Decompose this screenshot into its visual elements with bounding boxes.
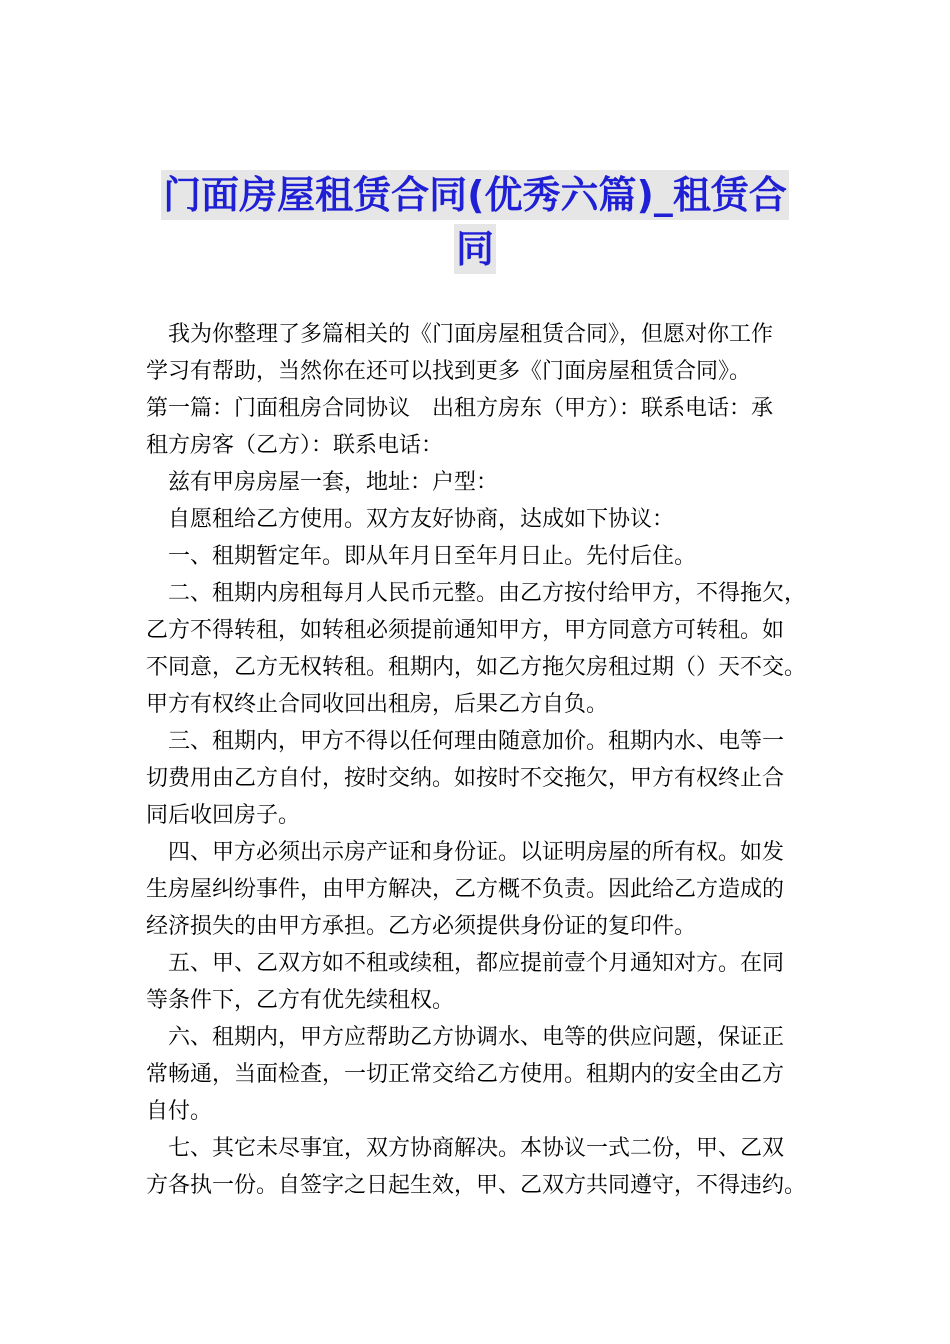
document-title bbox=[150, 170, 800, 278]
paragraph-line: 方各执一份。自签字之日起生效，甲、乙双方共同遵守，不得违约。 bbox=[146, 1173, 807, 1198]
paragraph-line: 生房屋纠纷事件，由甲方解决，乙方概不负责。因此给乙方造成的 bbox=[146, 877, 785, 902]
paragraph-line: 乙方不得转租，如转租必须提前通知甲方，甲方同意方可转租。如 bbox=[146, 618, 785, 643]
paragraph-line: 七、其它未尽事宜，双方协商解决。本协议一式二份，甲、乙双 bbox=[168, 1136, 785, 1161]
paragraph-line: 四、甲方必须出示房产证和身份证。以证明房屋的所有权。如发 bbox=[168, 840, 785, 865]
paragraph-line: 我为你整理了多篇相关的《门面房屋租赁合同》，但愿对你工作 bbox=[168, 322, 774, 347]
paragraph-line: 五、甲、乙双方如不租或续租，都应提前壹个月通知对方。在同 bbox=[168, 951, 785, 976]
title-line-1: 门面房屋租赁合同(优秀六篇)_租赁合 bbox=[161, 170, 789, 220]
paragraph-line: 自愿租给乙方使用。双方友好协商，达成如下协议： bbox=[168, 507, 675, 532]
paragraph-line: 六、租期内，甲方应帮助乙方协调水、电等的供应问题，保证正 bbox=[168, 1025, 785, 1050]
paragraph-line: 甲方有权终止合同收回出租房，后果乙方自负。 bbox=[146, 692, 609, 717]
paragraph-line: 租方房客（乙方）：联系电话： bbox=[146, 433, 444, 458]
paragraph-line: 等条件下，乙方有优先续租权。 bbox=[146, 988, 455, 1013]
title-line-2: 同 bbox=[454, 224, 496, 274]
paragraph-line: 自付。 bbox=[146, 1099, 213, 1124]
paragraph-line: 常畅通，当面检查，一切正常交给乙方使用。租期内的安全由乙方 bbox=[146, 1062, 785, 1087]
paragraph-line: 三、租期内，甲方不得以任何理由随意加价。租期内水、电等一 bbox=[168, 729, 785, 754]
paragraph-line: 学习有帮助，当然你在还可以找到更多《门面房屋租赁合同》。 bbox=[146, 359, 752, 384]
paragraph-line: 兹有甲房房屋一套，地址：户型： bbox=[168, 470, 499, 495]
paragraph-line: 切费用由乙方自付，按时交纳。如按时不交拖欠，甲方有权终止合 bbox=[146, 766, 785, 791]
paragraph-line: 一、租期暂定年。即从年月日至年月日止。先付后住。 bbox=[168, 544, 697, 569]
paragraph-line: 不同意，乙方无权转租。租期内，如乙方拖欠房租过期（）天不交。 bbox=[146, 655, 807, 680]
paragraph-line: 经济损失的由甲方承担。乙方必须提供身份证的复印件。 bbox=[146, 914, 697, 939]
paragraph-line: 二、租期内房租每月人民币元整。由乙方按付给甲方，不得拖欠， bbox=[168, 581, 807, 606]
paragraph-line: 第一篇：门面租房合同协议 出租方房东（甲方）：联系电话：承 bbox=[146, 396, 774, 421]
document-body bbox=[146, 316, 826, 1204]
paragraph-line: 同后收回房子。 bbox=[146, 803, 301, 828]
